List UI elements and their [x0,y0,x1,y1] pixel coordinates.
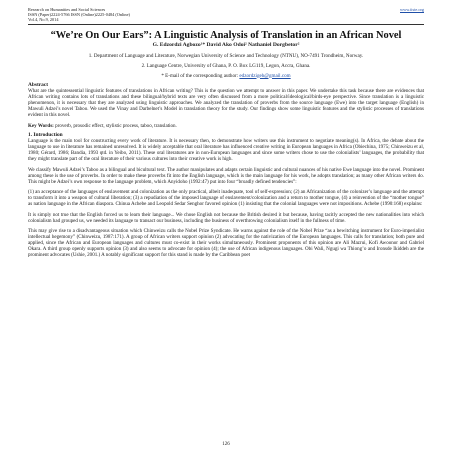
keywords-label: Key Words: [28,122,54,129]
introduction-heading: 1. Introduction [28,131,63,138]
email-prefix: * E-mail of the corresponding author: [161,72,239,79]
article-title: “We’re On Our Ears”: A Linguistic Analysis of Translation in an African Novel [50,29,402,41]
paragraph-3: (1) an acceptance of the languages of enslavement and colonization as the only practical, albeit inadequate, tool of self-expression; (2) an Africanization of the colonizer’s language and the attempt to transform it into a weapon of cultural liberation; (3) a repudiation of the imposed language of enslavement/colonization and a return to mother tongue, (4) a reinvention of the “mother tongue” as nation language in the African diaspora. Chinua Achebe and Leopold Sedar Senghor favored opinion (1) insisting that the colonial languages were not impositions. Achebe (1990:168) explains: [28,189,424,208]
author-list: G. Edzordzi Agbozo¹* David Ako Odoi² Nathaniel Dorgbetor² [152,42,300,49]
journal-name: Research on Humanities and Social Sciences [28,7,106,12]
corresponding-email [28,73,424,79]
affiliation-1: 1. Department of Language and Literature, Norwegian University of Science and Technology (NTNU), NO-7491 Trondheim, Norway. [88,53,364,60]
abstract-heading: Abstract [28,81,49,88]
journal-issn: ISSN (Paper)2224-5766 ISSN (Online)2225-0484 (Online) [28,12,130,17]
running-header [28,7,424,22]
keywords [28,123,424,129]
paragraph-1: Language is the main tool for constructing every work of literature. It is necessary then, to demonstrate how writers use this instrument to negotiate meaning(s). In Africa, the debate about the language to use in literature has remained unresolved. It is widely acceptable that oral literature has influenced creative writing in European languages in Africa (Obiechina, 1975; Chinweizu et al, 1980; Gérard, 1986; Bandia, 1993 qtd. in Yeibo, 2011). These oral literatures are in non-European languages and since some writers chose to use the colonialists’ languages, the probability that they might translate part of the oral literature of their various cultures into their creative work is high. [28,138,424,163]
page-number: 126 [222,442,230,447]
paragraph-4: It is simply not true that the English forced us to learn their language... We chose English not because the British desired it but because, having tacitly accepted the new nationalities into which colonialism had grouped us, we needed its language to transact our business, including the business of overthrowing colonialism itself in the fullness of time. [28,211,424,224]
journal-info [28,7,130,22]
abstract-text: What are the quintessential linguistic features of translations in African writing? This is the question we attempt to answer in this paper. We undertake this task because there are evidences that African writing contains lots of translations and these bilingual/hybrid texts are very often discussed from a more political/ideological/birds-eye perspective. Since translation is a linguistic phenomenon, it is necessary that they are analyzed using linguistic approaches. We analyzed the translation of proverbs from the source language (Ewe) into the target language (English) in Mawuli Adzei’s novel Taboo. We used the Vinay and Darbelnet’s Model in translation theory for the study. Our findings show some linguistic features and the stylistic processes of translations evident in this novel. [28,88,424,119]
header-divider [28,24,424,25]
keywords-text: proverb, prosodic effect, stylistic process, taboo, translation. [55,122,177,129]
journal-website-link[interactable]: www.iiste.org [400,7,424,12]
journal-volume: Vol.4, No.9, 2014 [28,17,59,22]
affiliation-2: 2. Language Centre, University of Ghana, P. O. Box LG119, Legon, Accra, Ghana. [141,63,311,70]
paragraph-5: This may give rise to a disadvantageous situation which Chinweizu calls the Nobel Prize Syndicate. He warns against the role of the Nobel Prize “as a bewitching instrument for Euro-imperialist intellectual hegemony” (Chinweizu, 1987:171). A group of African writers support opinion (2) advocating for the nativization of the European languages. This calls for translation; both pure and applied, since the African and European languages and cultures must co-exist in their works simultaneously. Prominent proponents of this opinion are Ali Mazrui, Kofi Awoonor and Gabriel Okara. A third group openly supports opinion (3) and also seems to advocate for opinion (4); the use of African indigenous languages. Obi Wali, Ngugi wa Thiong’o and Ironsde Ikiddeh are the prominent advocates (Ushie, 2001.) A notably significant support for this stand is made by the Caribbean poet [28,228,424,259]
email-link[interactable]: edzordzigeh@gmail.com [239,72,291,79]
paragraph-2: We classify Mawuli Adzei’s Taboo as a bilingual and bicultural text. The author manipulates and adapts certain linguistic and cultural nuances of his native Ewe language into the novel. Prominent among these is the use of proverbs. In order to make these proverbs fit into the English language, which is the main language for his work, he adopts translation; as many other African writers do. This might be Adzei’s own response to the language problem, which Anyidoho (1992:47) put into four “broadly defined tendencies”: [28,166,424,185]
